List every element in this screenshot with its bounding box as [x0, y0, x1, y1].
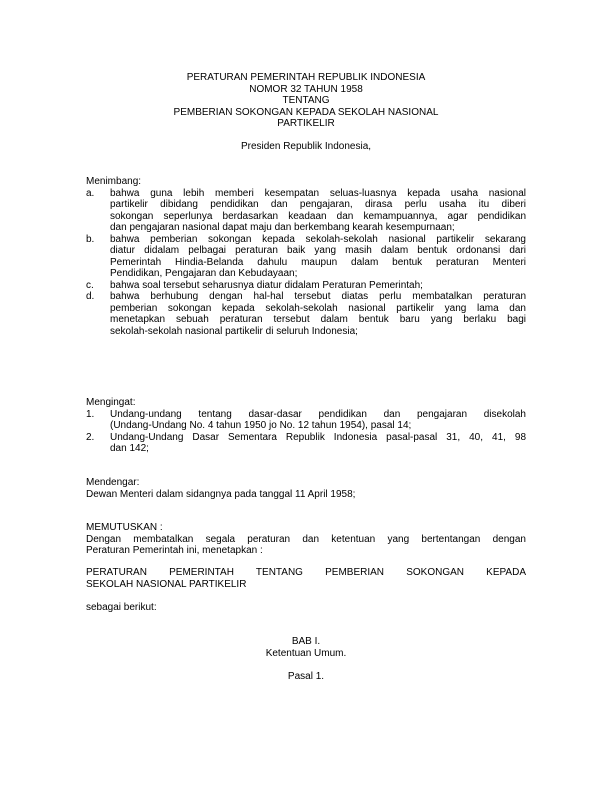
- list-marker: d.: [86, 291, 95, 302]
- list-item: [86, 188, 526, 234]
- title-line: SEKOLAH NASIONAL PARTIKELIR: [86, 578, 247, 590]
- memutuskan-line: Dengan membatalkan segala peraturan dan ketentuan yang bertentangan dengan: [86, 533, 526, 545]
- sebagai-line: sebagai berikut:: [86, 602, 157, 613]
- mendengar-section: [86, 477, 526, 500]
- list-item-line: pemberian sokongan kepada sekolah-sekolah nasional partikelir yang lama dan: [110, 302, 526, 314]
- list-item-line: dan 142;: [110, 443, 149, 454]
- list-item-line: Undang-undang tentang dasar-dasar pendidikan dan pengajaran disekolah: [110, 408, 526, 420]
- list-marker: b.: [86, 233, 95, 245]
- mendengar-text: Dewan Menteri dalam sidangnya pada tanggal 11 April 1958;: [86, 488, 356, 500]
- list-item-line: bahwa berhubung dengan hal-hal tersebut diatas perlu membatalkan peraturan: [110, 291, 526, 302]
- list-item-line: bahwa pemberian sokongan kepada sekolah-sekolah nasional partikelir sekarang: [110, 233, 526, 245]
- list-marker: a.: [86, 187, 95, 199]
- list-item-line: (Undang-Undang No. 4 tahun 1950 jo No. 12 tahun 1954), pasal 14;: [110, 420, 412, 431]
- list-item-line: diatur didalam pelbagai peraturan baik yang masih dalam bentuk ordonansi dari: [110, 245, 526, 256]
- bab-number: BAB I.: [291, 636, 321, 647]
- mendengar-label: Mendengar:: [86, 477, 140, 488]
- list-item: [86, 432, 526, 455]
- list-marker: 1.: [86, 408, 95, 420]
- list-item-line: menetapkan sebuah peraturan tersebut dalam bentuk baru yang berlaku bagi: [110, 314, 526, 325]
- regulation-title: [86, 567, 526, 590]
- list-item-line: sekolah-sekolah nasional partikelir di seluruh Indonesia;: [110, 325, 358, 337]
- list-item-line: Pemerintah Hindia-Belanda dahulu maupun dalam bentuk peraturan Menteri: [110, 256, 526, 268]
- bab-title: Ketentuan Umum.: [265, 647, 347, 659]
- memutuskan-line: Peraturan Pemerintah ini, menetapkan :: [86, 545, 263, 556]
- list-item-line: bahwa soal tersebut seharusnya diatur didalam Peraturan Pemerintah;: [110, 279, 423, 291]
- list-item-line: Undang-Undang Dasar Sementara Republik Indonesia pasal-pasal 31, 40, 41, 98: [110, 431, 526, 443]
- list-item-line: Pendidikan, Pengajaran dan Kebudayaan;: [110, 268, 298, 279]
- mengingat-section: [86, 397, 526, 455]
- list-marker: 2.: [86, 431, 95, 443]
- list-item: [86, 234, 526, 280]
- president-line: Presiden Republik Indonesia,: [240, 141, 372, 152]
- header-line: PERATURAN PEMERINTAH REPUBLIK INDONESIA: [186, 72, 426, 83]
- header-line: PEMBERIAN SOKONGAN KEPADA SEKOLAH NASIONAL: [173, 106, 439, 118]
- memutuskan-label: MEMUTUSKAN :: [86, 522, 163, 533]
- header-line: NOMOR 32 TAHUN 1958: [249, 83, 363, 95]
- menimbang-section: [86, 176, 526, 337]
- menimbang-label: Menimbang:: [86, 176, 142, 187]
- mengingat-label: Mengingat:: [86, 397, 136, 408]
- list-item-line: sokongan seperlunya berdasarkan keadaan dan kemampuannya, agar pendidikan: [110, 210, 526, 222]
- pasal-heading: Pasal 1.: [287, 670, 325, 682]
- list-item-line: partikelir dibidang pendidikan dan pengajaran, dirasa perlu usaha itu diberi: [110, 199, 526, 210]
- title-line: PERATURAN PEMERINTAH TENTANG PEMBERIAN SOKONGAN KEPADA: [86, 567, 526, 578]
- list-item: [86, 280, 526, 292]
- list-item-line: bahwa guna lebih memberi kesempatan seluas-luasnya kepada usaha nasional: [110, 187, 526, 199]
- list-item: [86, 291, 526, 337]
- list-item-line: dan pengajaran nasional dapat maju dan berkembang kearah kesempurnaan;: [110, 222, 455, 233]
- memutuskan-section: [86, 522, 526, 557]
- document-header: [86, 72, 526, 130]
- header-line: PARTIKELIR: [277, 118, 335, 129]
- list-marker: c.: [86, 279, 94, 291]
- list-item: [86, 409, 526, 432]
- header-line: TENTANG: [282, 95, 330, 106]
- chapter-heading: [86, 636, 526, 682]
